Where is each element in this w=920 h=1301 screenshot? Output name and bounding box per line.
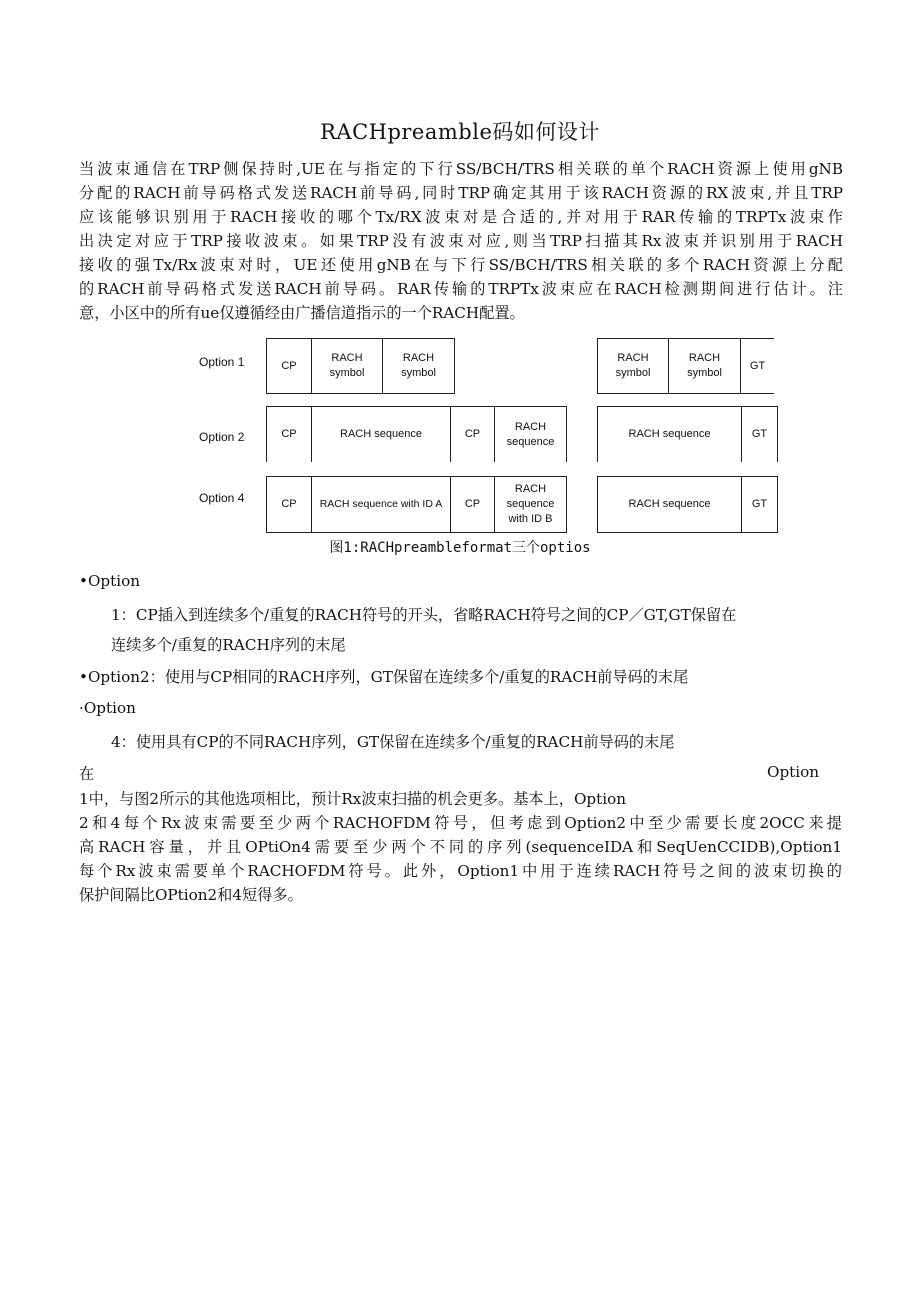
intro-line: 的RACH前导码格式发送RACH前导码。RAR传输的TRPTx波束应在RACH检测期间进行估计。注 — [79, 280, 843, 298]
bullet-option1-text: 连续多个/重复的RACH序列的末尾 — [111, 636, 346, 654]
option4-cp-block: CP — [450, 476, 495, 533]
option1-rach-symbol-block: RACH symbol — [382, 338, 455, 394]
bullet-option4-head: ·Option — [79, 699, 136, 717]
intro-line: 接收的强Tx/Rx波束对时，UE还使用gNB在与下行SS/BCH/TRS相关联的多个RACH资源上分配 — [79, 256, 843, 274]
option2-gt-block: GT — [741, 406, 778, 462]
option4-cp-block: CP — [266, 476, 312, 533]
option1-gt-block: GT — [740, 338, 774, 394]
bullet-option1-text: 1：CP插入到连续多个/重复的RACH符号的开头，省略RACH符号之间的CP／GT,GT保留在 — [111, 606, 737, 624]
closing-first-right: Option — [767, 763, 820, 781]
option1-rach-symbol-block: RACH symbol — [311, 338, 383, 394]
option2-label: Option 2 — [199, 430, 245, 444]
closing-line: 2和4每个Rx波束需要至少两个RACHOFDM符号，但考虑到Option2中至少需要长度2OCC来提 — [79, 814, 842, 832]
closing-line: 1中，与图2所示的其他选项相比，预计Rx波束扫描的机会更多。基本上，Option — [79, 790, 627, 808]
option4-rach-sequence-id-b-block: RACH sequence with ID B — [494, 476, 567, 533]
intro-line: 意，小区中的所有ue仅遵循经由广播信道指示的一个RACH配置。 — [79, 304, 525, 322]
figure-caption: 图1:RACHpreambleformat三个optios — [329, 540, 591, 556]
intro-line: 应该能够识别用于RACH接收的哪个Tx/RX波束对是合适的,并对用于RAR传输的TRPTx波束作 — [79, 208, 843, 226]
bullet-option1-head: •Option — [79, 572, 141, 590]
intro-line: 当波束通信在TRP侧保持时,UE在与指定的下行SS/BCH/TRS相关联的单个RACH资源上使用gNB — [79, 160, 843, 178]
option2-cp-block: CP — [266, 406, 312, 462]
option2-rach-sequence-block: RACH sequence — [311, 406, 451, 462]
closing-first-left: 在 — [79, 765, 95, 783]
option2-cp-block: CP — [450, 406, 495, 462]
bullet-option2: •Option2：使用与CP相同的RACH序列，GT保留在连续多个/重复的RACH前导码的末尾 — [79, 668, 689, 686]
option4-rach-sequence-block: RACH sequence — [597, 476, 742, 533]
option1-cp-block: CP — [266, 338, 312, 394]
option4-rach-sequence-id-a-block: RACH sequence with ID A — [311, 476, 451, 533]
option1-label: Option 1 — [199, 355, 245, 369]
option2-rach-sequence-block: RACH sequence — [597, 406, 742, 462]
option2-rach-sequence-block: RACH sequence — [494, 406, 567, 462]
intro-line: 出决定对应于TRP接收波束。如果TRP没有波束对应,则当TRP扫描其Rx波束并识别用于RACH — [79, 232, 843, 250]
bullet-option4-text: 4：使用具有CP的不同RACH序列，GT保留在连续多个/重复的RACH前导码的末尾 — [111, 733, 675, 751]
option1-rach-symbol-block: RACH symbol — [597, 338, 669, 394]
option1-rach-symbol-block: RACH symbol — [668, 338, 741, 394]
intro-line: 分配的RACH前导码格式发送RACH前导码,同时TRP确定其用于该RACH资源的RX波束,并且TRP — [79, 184, 843, 202]
document-title: RACHpreamble码如何设计 — [320, 120, 600, 144]
option4-gt-block: GT — [741, 476, 778, 533]
closing-line: 高RACH容量，并且OPtiOn4需要至少两个不同的序列(sequenceIDA和SeqUenCCIDB),Option1 — [79, 838, 842, 856]
closing-line: 每个Rx波束需要单个RACHOFDM符号。此外，Option1中用于连续RACH符号之间的波束切换的 — [79, 862, 842, 880]
option4-label: Option 4 — [199, 491, 245, 505]
closing-line: 保护间隔比OPtion2和4短得多。 — [79, 886, 303, 904]
